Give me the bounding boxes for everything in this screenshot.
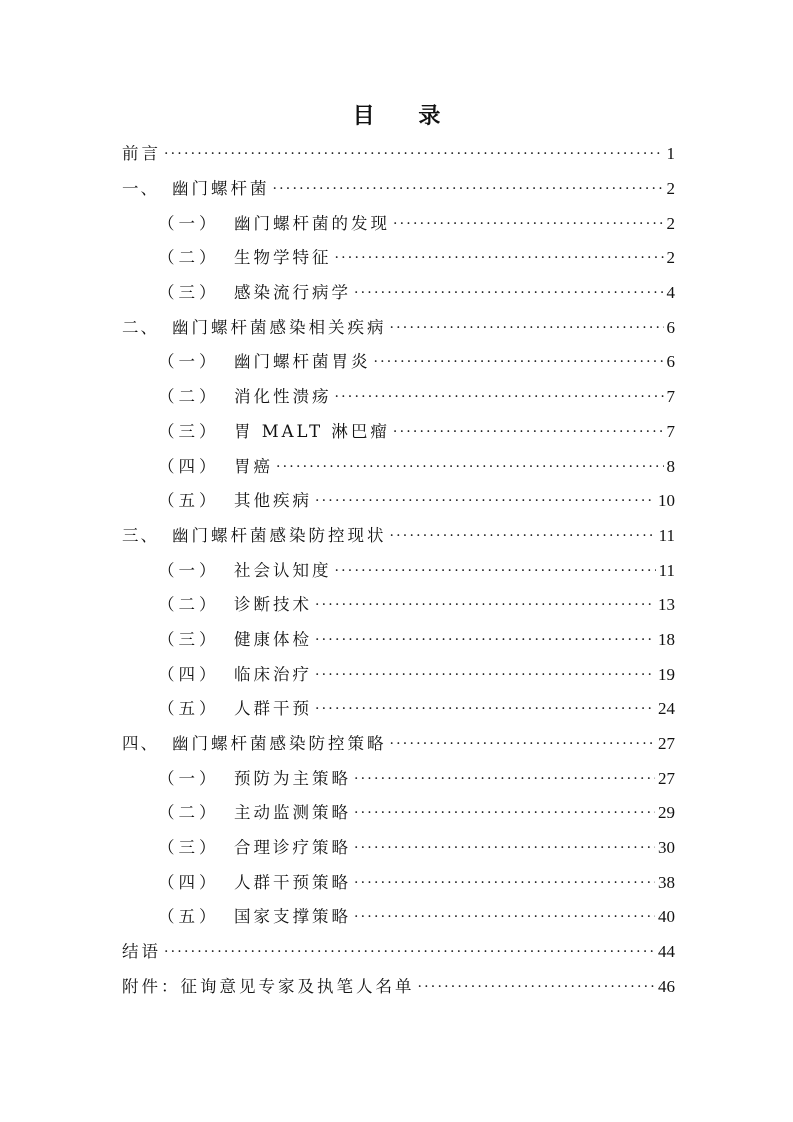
toc-entry-page: 27 <box>658 768 675 788</box>
toc-entry-number: （二） <box>158 803 220 823</box>
toc-entry-page: 24 <box>658 699 675 719</box>
toc-entry[interactable] <box>122 241 675 276</box>
toc-entry-page: 8 <box>666 456 675 476</box>
dot-leader <box>273 179 664 199</box>
toc-entry-label: 健康体检 <box>234 629 312 649</box>
dot-leader <box>354 838 655 858</box>
toc-entry-label: 诊断技术 <box>234 595 312 615</box>
dot-leader <box>315 491 655 511</box>
toc-entry-page: 27 <box>658 734 675 754</box>
toc-entry-label: 人群干预策略 <box>234 872 351 892</box>
toc-entry[interactable] <box>122 172 675 207</box>
toc-title: 目 录 <box>352 103 459 129</box>
dot-leader <box>335 387 664 407</box>
toc-entry-number: （三） <box>158 629 220 649</box>
toc-entry[interactable] <box>122 970 675 1005</box>
toc-entry-label: 结语 <box>122 942 161 962</box>
toc-entry-number: 四、 <box>122 734 159 754</box>
toc-entry-number: （三） <box>158 838 220 858</box>
dot-leader <box>390 526 656 546</box>
toc-entry-label: 胃 MALT 淋巴瘤 <box>234 421 390 441</box>
toc-entry[interactable] <box>122 310 675 345</box>
toc-entry-label: 幽门螺杆菌 <box>172 179 270 199</box>
toc-entry-page: 7 <box>666 387 675 407</box>
toc-entry-number: （一） <box>158 560 220 580</box>
dot-leader <box>354 283 664 303</box>
toc-entry[interactable] <box>122 588 675 623</box>
toc-entry-label: 预防为主策略 <box>234 768 351 788</box>
toc-entry-label: 幽门螺杆菌感染防控策略 <box>172 734 387 754</box>
toc-entry-number: （二） <box>158 595 220 615</box>
toc-entry-page: 46 <box>658 976 675 996</box>
toc-entry-page: 6 <box>666 317 675 337</box>
toc-entry-number: （四） <box>158 456 220 476</box>
dot-leader <box>393 214 664 234</box>
toc-entry-number: 二、 <box>122 317 159 337</box>
toc-entry-label: 幽门螺杆菌感染相关疾病 <box>172 317 387 337</box>
toc-entry-number: （二） <box>158 387 220 407</box>
toc-entry-page: 10 <box>658 491 675 511</box>
toc-entry-page: 40 <box>658 907 675 927</box>
toc-entry-number: （二） <box>158 248 220 268</box>
toc-entry[interactable] <box>122 727 675 762</box>
toc-entry-page: 2 <box>666 213 675 233</box>
toc-entry-page: 6 <box>666 352 675 372</box>
toc-entry[interactable] <box>122 345 675 380</box>
dot-leader <box>354 803 655 823</box>
toc-entry-number: （四） <box>158 872 220 892</box>
toc-entry[interactable] <box>122 276 675 311</box>
toc-entry[interactable] <box>122 761 675 796</box>
toc-entry[interactable] <box>122 623 675 658</box>
toc-entry[interactable] <box>122 484 675 519</box>
toc-entry[interactable] <box>122 449 675 484</box>
toc-entry-number: （五） <box>158 907 220 927</box>
toc-entry[interactable] <box>122 935 675 970</box>
dot-leader <box>390 734 656 754</box>
toc-entry-number: （一） <box>158 352 220 372</box>
toc-entry-label: 国家支撑策略 <box>234 907 351 927</box>
dot-leader <box>276 457 664 477</box>
toc-entry-page: 13 <box>658 595 675 615</box>
toc-entry[interactable] <box>122 796 675 831</box>
toc-entry[interactable] <box>122 137 675 172</box>
toc-entry[interactable] <box>122 865 675 900</box>
toc-entry-page: 7 <box>666 421 675 441</box>
toc-entry-number: （三） <box>158 283 220 303</box>
toc-entry-label: 人群干预 <box>234 699 312 719</box>
toc-entry-label: 主动监测策略 <box>234 803 351 823</box>
toc-entry-page: 11 <box>658 525 675 545</box>
toc-entry-label: 幽门螺杆菌胃炎 <box>234 352 371 372</box>
toc-entry-label: 胃癌 <box>234 456 273 476</box>
toc-entry-page: 44 <box>658 942 675 962</box>
toc-entry-label: 感染流行病学 <box>234 283 351 303</box>
toc-entry-page: 30 <box>658 838 675 858</box>
toc-entry-number: （五） <box>158 699 220 719</box>
toc-list <box>122 137 675 1004</box>
toc-entry-label: 生物学特征 <box>234 248 332 268</box>
toc-entry-label: 社会认知度 <box>234 560 332 580</box>
dot-leader <box>315 630 655 650</box>
toc-entry-number: （四） <box>158 664 220 684</box>
dot-leader <box>335 561 656 581</box>
toc-entry-page: 19 <box>658 664 675 684</box>
dot-leader <box>164 144 664 164</box>
toc-entry[interactable] <box>122 657 675 692</box>
toc-entry-label: 临床治疗 <box>234 664 312 684</box>
dot-leader <box>418 977 656 997</box>
toc-entry-number: 三、 <box>122 525 159 545</box>
toc-entry-page: 38 <box>658 872 675 892</box>
dot-leader <box>335 248 664 268</box>
dot-leader <box>354 907 655 927</box>
toc-entry[interactable] <box>122 380 675 415</box>
toc-entry-label: 幽门螺杆菌感染防控现状 <box>172 525 387 545</box>
toc-entry[interactable] <box>122 206 675 241</box>
toc-entry-number: （一） <box>158 213 220 233</box>
dot-leader <box>374 352 664 372</box>
toc-entry-page: 2 <box>666 179 675 199</box>
toc-entry-number: （一） <box>158 768 220 788</box>
toc-entry-number: 一、 <box>122 179 159 199</box>
dot-leader <box>390 318 664 338</box>
toc-entry-label: 消化性溃疡 <box>234 387 332 407</box>
toc-entry-page: 18 <box>658 629 675 649</box>
toc-entry-label: 幽门螺杆菌的发现 <box>234 213 390 233</box>
dot-leader <box>315 699 655 719</box>
toc-entry-page: 29 <box>658 803 675 823</box>
dot-leader <box>354 873 655 893</box>
toc-entry[interactable] <box>122 831 675 866</box>
dot-leader <box>315 665 655 685</box>
toc-entry-page: 1 <box>666 144 675 164</box>
toc-entry-label: 附件：征询意见专家及执笔人名单 <box>122 976 415 996</box>
toc-entry-label: 其他疾病 <box>234 491 312 511</box>
toc-entry-page: 11 <box>658 560 675 580</box>
toc-entry[interactable] <box>122 692 675 727</box>
toc-entry[interactable] <box>122 415 675 450</box>
toc-entry[interactable] <box>122 553 675 588</box>
toc-entry-number: （三） <box>158 421 220 441</box>
toc-entry-label: 前言 <box>122 144 161 164</box>
toc-entry[interactable] <box>122 519 675 554</box>
dot-leader <box>315 595 655 615</box>
toc-entry-page: 4 <box>666 283 675 303</box>
toc-entry-label: 合理诊疗策略 <box>234 838 351 858</box>
toc-entry-page: 2 <box>666 248 675 268</box>
toc-entry-number: （五） <box>158 491 220 511</box>
dot-leader <box>393 422 664 442</box>
dot-leader <box>164 942 655 962</box>
toc-entry[interactable] <box>122 900 675 935</box>
dot-leader <box>354 769 655 789</box>
